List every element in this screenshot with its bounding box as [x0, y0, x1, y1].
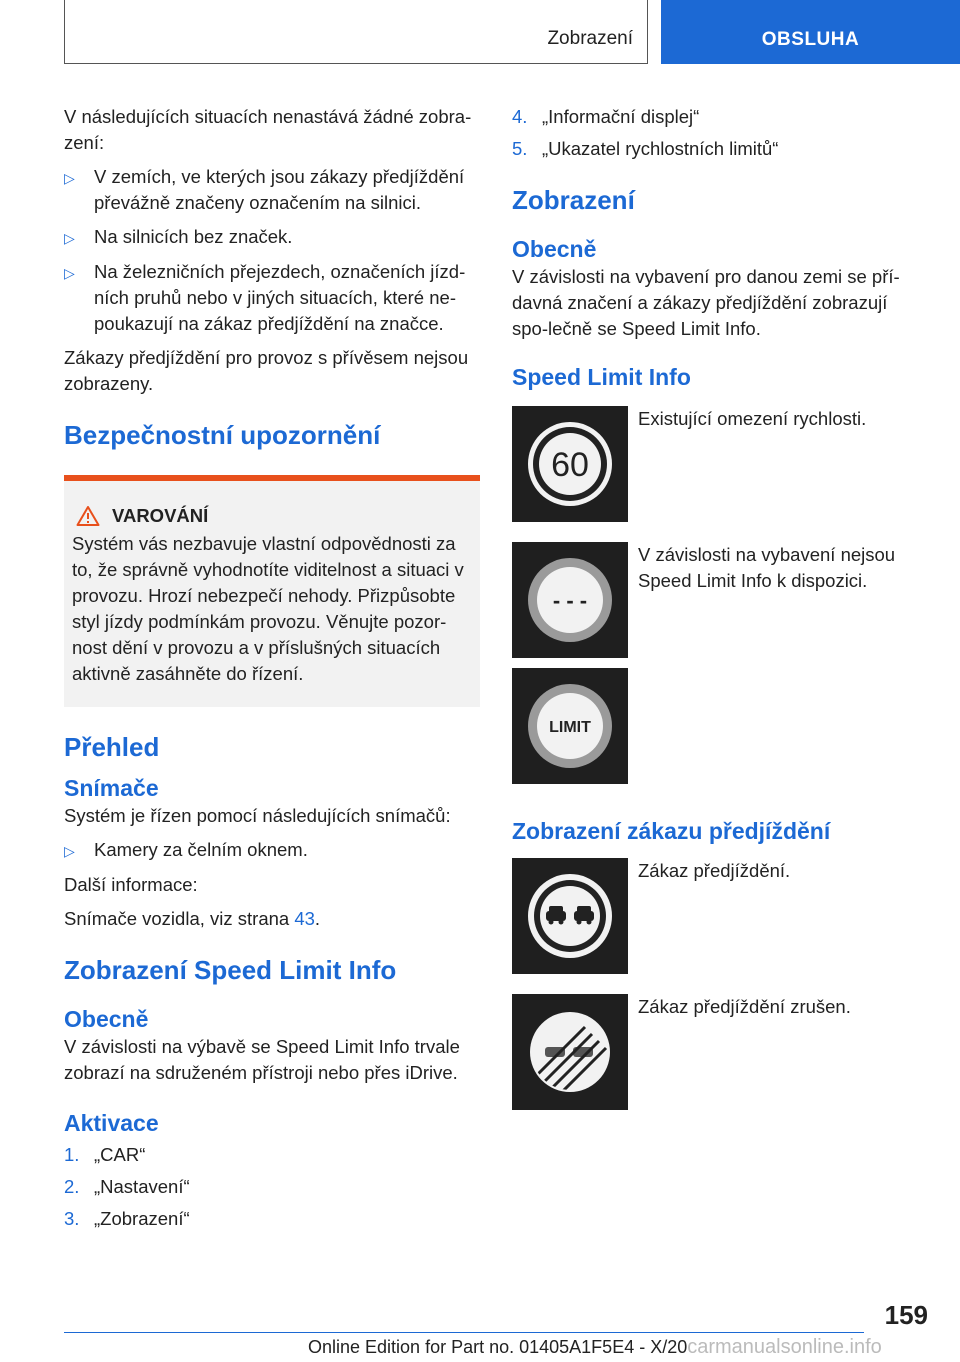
sign-row-dash [512, 542, 928, 658]
list-item: ▷ V zemích, ve kterých jsou zákazy předjíždění převážně značeny označením na silnici. [64, 164, 480, 216]
warning-triangle-icon [76, 505, 100, 527]
triangle-bullet-icon: ▷ [64, 265, 75, 281]
triangle-bullet-icon: ▷ [64, 170, 75, 186]
sign-row-60 [512, 406, 928, 522]
header-section-title: Zobrazení [547, 28, 633, 49]
warning-title-row [72, 503, 472, 529]
footer-edition: Online Edition for Part no. 01405A1F5E4 - X/20carmanualsonline.info [308, 1336, 882, 1358]
header-section-tab [64, 0, 648, 64]
trailer-note: Zákazy předjíždění pro provoz s přívěsem nejsou zobrazeny. [64, 347, 469, 394]
end-no-overtaking-sign-icon [512, 994, 628, 1110]
left-column [64, 104, 480, 1238]
sign-dash-value: - - - [552, 588, 588, 613]
general-text: V závislosti na výbavě se Speed Limit Info trvale zobrazí na sdruženém přístroji nebo přes iDrive. [64, 1036, 460, 1083]
triangle-bullet-icon: ▷ [64, 230, 75, 246]
overtake-heading: Zobrazení zákazu předjíždění [512, 818, 831, 844]
warning-title: VAROVÁNÍ [112, 505, 209, 526]
general-heading-right: Obecně [512, 236, 597, 262]
intro-text: V následujících situacích nenastává žádné zobra-zení: [64, 106, 472, 153]
no-overtaking-sign-icon [512, 858, 628, 974]
sign-60-value: 60 [551, 446, 589, 484]
list-item: ▷ Kamery za čelním oknem. [64, 837, 480, 864]
right-column [512, 104, 928, 1110]
page-reference-link[interactable]: 43 [294, 908, 315, 929]
speed-limit-sign-icon [512, 668, 628, 784]
no-overtake-end-description: Zákaz předjíždění zrušen. [638, 996, 851, 1017]
sign-dash-description: V závislosti na vybavení nejsou Speed Limit Info k dispozici. [638, 544, 896, 591]
sign-row-no-overtake-end [512, 994, 928, 1110]
triangle-bullet-icon: ▷ [64, 843, 75, 859]
sli-heading: Speed Limit Info [512, 364, 691, 390]
footer-divider [64, 1332, 864, 1333]
sign-limit-value: LIMIT [549, 719, 591, 736]
no-overtake-description: Zákaz předjíždění. [638, 860, 791, 881]
speed-unavailable-sign-icon [512, 542, 628, 658]
general-text-right: V závislosti na vybavení pro danou zemi se pří-davná značení a zákazy předjíždění zobrazují spo-lečně se Speed Limit Info. [512, 266, 900, 339]
display-sli-heading: Zobrazení Speed Limit Info [64, 955, 397, 985]
page-number: 159 [884, 1300, 928, 1330]
step-item: 5. „Ukazatel rychlostních limitů“ [512, 138, 779, 159]
more-info-label: Další informace: [64, 874, 198, 895]
sensors-reference: Snímače vozidla, viz strana 43. [64, 908, 321, 929]
step-item: 3. „Zobrazení“ [64, 1208, 190, 1229]
header-chapter-title: OBSLUHA [761, 29, 860, 50]
overview-heading: Přehled [64, 732, 160, 762]
warning-text: Systém vás nezbavuje vlastní odpovědnosti za to, že správně vyhodnotíte viditelnost a situaci v provozu. Hrozí nebezpečí nehody. Přizpůsobte styl jízdy podmínkám provozu. Věnujte pozor-nost dění v provozu a v příslušných situacích aktivně zasáhněte do řízení. [72, 533, 464, 684]
step-item: 2. „Nastavení“ [64, 1176, 190, 1197]
sensors-text: Systém je řízen pomocí následujících snímačů: [64, 805, 451, 826]
display-heading: Zobrazení [512, 185, 635, 215]
list-item: ▷ Na silnicích bez značek. [64, 224, 480, 251]
step-item: 4. „Informační displej“ [512, 106, 700, 127]
sign-row-no-overtake [512, 858, 928, 974]
safety-heading: Bezpečnostní upozornění [64, 420, 381, 450]
warning-box [64, 475, 480, 707]
sign-row-limit [512, 668, 928, 784]
general-heading: Obecně [64, 1006, 149, 1032]
watermark: carmanualsonline.info [687, 1336, 882, 1358]
sensors-heading: Snímače [64, 775, 159, 801]
sign-60-description: Existující omezení rychlosti. [638, 408, 867, 429]
step-item: 1. „CAR“ [64, 1144, 146, 1165]
speed-60-sign-icon [512, 406, 628, 522]
activation-heading: Aktivace [64, 1110, 159, 1136]
list-item: ▷ Na železničních přejezdech, označeních jízd-ních pruhů nebo v jiných situacích, které ne-poukazují na zákaz předjíždění na značce. [64, 259, 480, 337]
header-chapter-tab [661, 0, 960, 64]
